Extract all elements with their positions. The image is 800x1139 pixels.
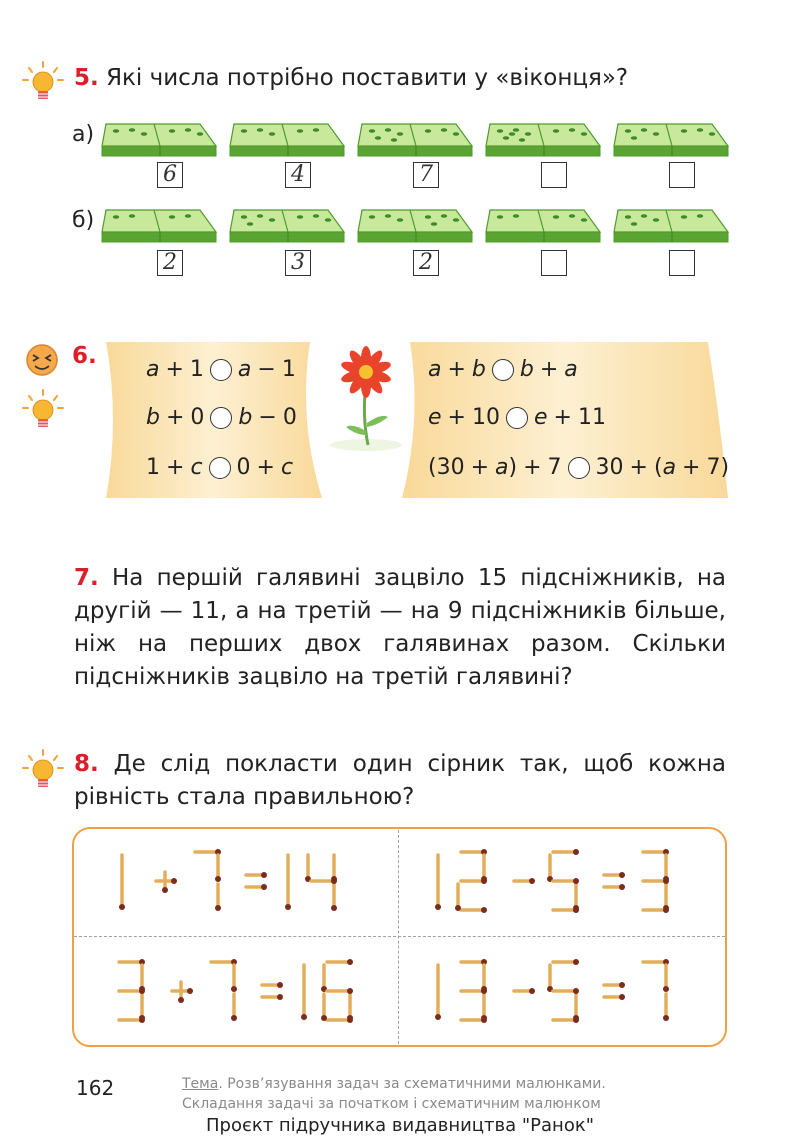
- comparison-left-1: a + 1 a − 1: [146, 357, 296, 382]
- domino-tile: [612, 122, 730, 158]
- compare-circle[interactable]: [492, 359, 514, 381]
- task5-heading: [74, 62, 628, 94]
- compare-circle[interactable]: [506, 407, 528, 429]
- task7-number: 7.: [74, 565, 99, 591]
- compare-circle[interactable]: [209, 457, 231, 479]
- compare-circle[interactable]: [210, 359, 232, 381]
- topic-line-2: Складання задачі за початком і схематичним малюнком: [182, 1096, 601, 1112]
- answer-box[interactable]: 7: [413, 162, 439, 188]
- domino-tile: [612, 208, 730, 244]
- answer-box[interactable]: [541, 162, 567, 188]
- task5-text: Які числа потрібно поставити у «віконця»?: [106, 65, 629, 91]
- domino-tile: [228, 122, 346, 158]
- matchstick-equation[interactable]: [108, 848, 378, 918]
- comparison-right-3: (30 + a) + 7 30 + (a + 7): [428, 455, 730, 480]
- row-label-b: б): [72, 208, 95, 233]
- lightbulb-icon: [20, 60, 66, 106]
- task8-number: 8.: [74, 751, 99, 777]
- task8-paragraph: [74, 748, 726, 814]
- task7-text: На першій галявині зацвіло 15 підсніжників, на другій — 11, а на третій — на 9 підсніжників більше, ніж на перших двох галявинах разом. Скільки підсніжників зацвіло на третій галявині?: [74, 565, 726, 690]
- domino-tile: [100, 122, 218, 158]
- task6-number: 6.: [72, 343, 97, 369]
- answer-box[interactable]: [541, 250, 567, 276]
- comparison-left-3: 1 + c 0 + c: [146, 455, 294, 480]
- row-label-a: а): [72, 122, 95, 147]
- task7-paragraph: [74, 562, 726, 694]
- task8-text: Де слід покласти один сірник так, щоб кожна рівність стала правильною?: [74, 751, 726, 810]
- task5-number: 5.: [74, 65, 99, 91]
- smiley-icon: [22, 340, 68, 386]
- comparison-left-2: b + 0 b − 0: [146, 405, 297, 430]
- compare-circle[interactable]: [568, 457, 590, 479]
- answer-box[interactable]: 4: [285, 162, 311, 188]
- publisher-line: Проєкт підручника видавництва "Ранок": [205, 1115, 594, 1136]
- comparison-right-1: a + b b + a: [428, 357, 578, 382]
- domino-tile: [100, 208, 218, 244]
- answer-box[interactable]: 3: [285, 250, 311, 276]
- topic-line-1: Тема. Розв’язування задач за схематичними малюнками.: [182, 1076, 606, 1092]
- answer-box[interactable]: 2: [413, 250, 439, 276]
- answer-box[interactable]: 2: [157, 250, 183, 276]
- lightbulb-icon: [20, 388, 66, 434]
- answer-box[interactable]: 6: [157, 162, 183, 188]
- domino-tile: [228, 208, 346, 244]
- page-number: 162: [76, 1076, 115, 1100]
- answer-box[interactable]: [669, 162, 695, 188]
- lightbulb-icon: [20, 748, 66, 794]
- matchstick-equation[interactable]: [424, 848, 704, 918]
- divider: [398, 830, 399, 1044]
- domino-tile: [484, 208, 602, 244]
- domino-tile: [484, 122, 602, 158]
- flower-icon: [326, 345, 406, 455]
- matchstick-equation[interactable]: [108, 958, 378, 1028]
- matchstick-equation[interactable]: [424, 958, 704, 1028]
- domino-tile: [356, 208, 474, 244]
- compare-circle[interactable]: [210, 407, 232, 429]
- divider: [74, 936, 725, 937]
- comparison-right-2: e + 10 e + 11: [428, 405, 606, 430]
- domino-tile: [356, 122, 474, 158]
- answer-box[interactable]: [669, 250, 695, 276]
